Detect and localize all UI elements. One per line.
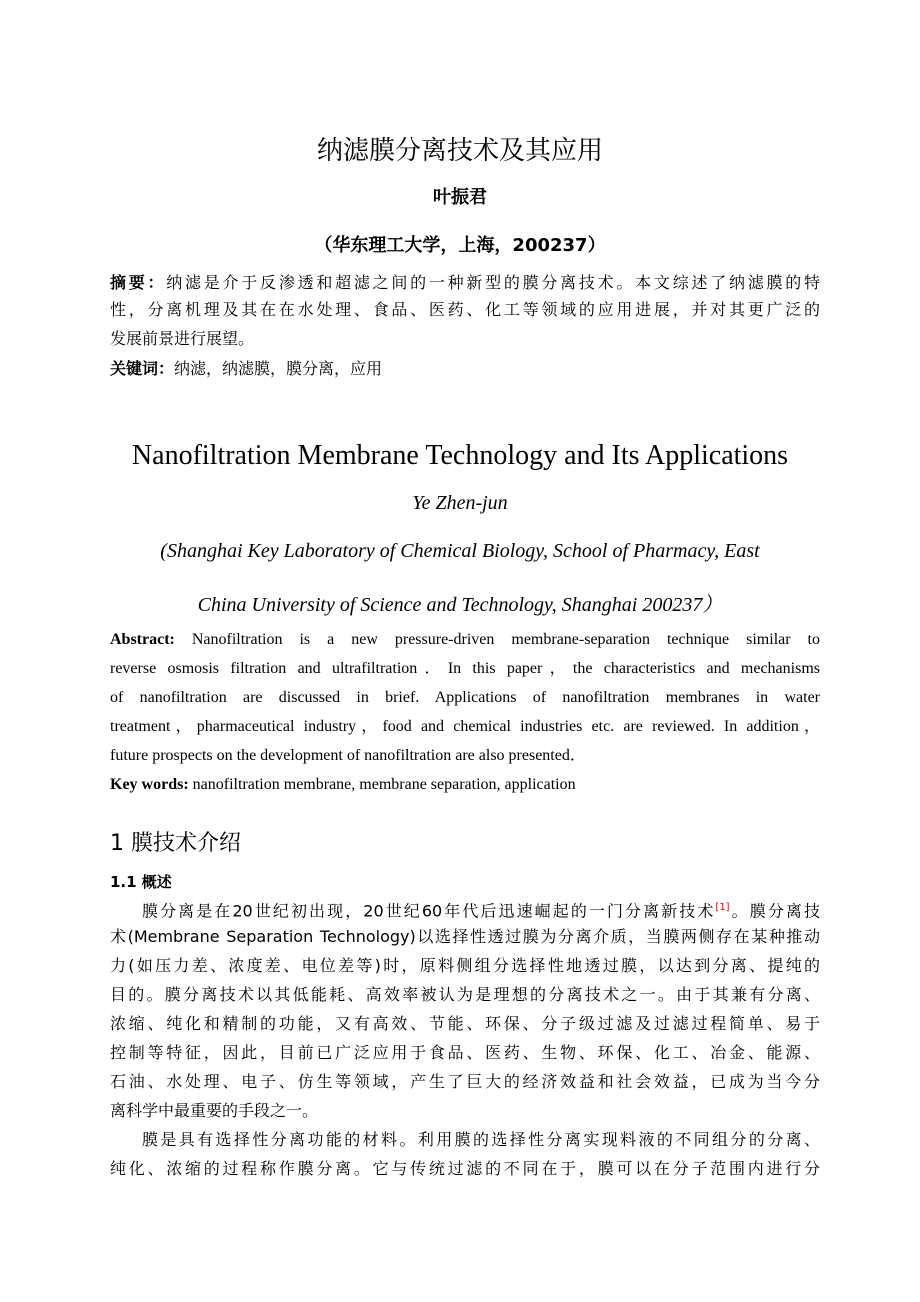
en-abstract-line: future prospects on the development of nanofiltration are also presented． bbox=[110, 747, 586, 764]
body-line: 石油、水处理、电子、仿生等领域，产生了巨大的经济效益和社会效益，已成为当今分 bbox=[110, 1072, 820, 1091]
cn-abstract-line: 性，分离机理及其在在水处理、食品、医药、化工等领域的应用进展，并对其更广泛的 bbox=[110, 300, 820, 319]
cn-abstract-label: 摘要： bbox=[110, 273, 167, 292]
body-line: 离科学中最重要的手段之一。 bbox=[110, 1101, 319, 1120]
body-line: 力(如压力差、浓度差、电位差等)时，原料侧组分选择性地透过膜，以达到分离、提纯的 bbox=[110, 956, 820, 975]
cn-abstract-line: 纳滤是介于反渗透和超滤之间的一种新型的膜分离技术。本文综述了纳滤膜的特 bbox=[166, 273, 820, 292]
body-line: 纯化、浓缩的过程称作膜分离。它与传统过滤的不同在于，膜可以在分子范围内进行分 bbox=[110, 1159, 820, 1178]
en-affiliation-line: China University of Science and Technology, Shanghai 200237） bbox=[197, 594, 723, 616]
en-abstract-line: reverse osmosis filtration and ultrafiltration．In this paper，the characteristics and mechanisms bbox=[110, 660, 820, 677]
body-line: 。膜分离技 bbox=[729, 901, 820, 921]
en-author: Ye Zhen-jun bbox=[412, 492, 508, 514]
cn-affiliation: （华东理工大学，上海，200237） bbox=[314, 235, 606, 256]
en-abstract-line: Nanofiltration is a new pressure-driven membrane-separation technique similar to bbox=[174, 631, 820, 648]
body-line: 控制等特征，因此，目前已广泛应用于食品、医药、生物、环保、化工、冶金、能源、 bbox=[110, 1043, 820, 1062]
citation-link[interactable]: [1] bbox=[715, 902, 730, 913]
cn-title: 纳滤膜分离技术及其应用 bbox=[316, 136, 603, 166]
en-abstract-label: Abstract: bbox=[110, 631, 175, 648]
cn-keywords-label: 关键词： bbox=[110, 359, 175, 378]
cn-keywords: 纳滤，纳滤膜，膜分离，应用 bbox=[174, 359, 383, 378]
body-line: 目的。膜分离技术以其低能耗、高效率被认为是理想的分离技术之一。由于其兼有分离、 bbox=[110, 985, 820, 1004]
subsection-heading: 1.1 概述 bbox=[110, 873, 172, 891]
en-abstract-line: treatment，pharmaceutical industry，food and chemical industries etc. are reviewed. In addition， bbox=[110, 718, 821, 735]
body-line: 膜是具有选择性分离功能的材料。利用膜的选择性分离实现料液的不同组分的分离、 bbox=[142, 1130, 820, 1149]
cn-author: 叶振君 bbox=[433, 187, 487, 208]
en-title: Nanofiltration Membrane Technology and Its Applications bbox=[131, 440, 789, 471]
cn-abstract-line: 发展前景进行展望。 bbox=[110, 329, 255, 348]
body-line: 膜分离是在20世纪初出现，20世纪60年代后迅速崛起的一门分离新技术 bbox=[142, 901, 716, 921]
en-affiliation-line: (Shanghai Key Laboratory of Chemical Biology, School of Pharmacy, East bbox=[160, 540, 760, 562]
section-heading: 1 膜技术介绍 bbox=[110, 831, 241, 856]
en-abstract-line: of nanofiltration are discussed in brief. Applications of nanofiltration membranes in water bbox=[110, 689, 820, 706]
en-keywords-label: Key words: bbox=[110, 776, 189, 793]
body-line: 术(Membrane Separation Technology)以选择性透过膜为分离介质，当膜两侧存在某种推动 bbox=[110, 927, 820, 946]
body-line: 浓缩、纯化和精制的功能，又有高效、节能、环保、分子级过滤及过滤过程简单、易于 bbox=[110, 1014, 820, 1033]
en-keywords: nanofiltration membrane, membrane separation, application bbox=[188, 776, 576, 793]
